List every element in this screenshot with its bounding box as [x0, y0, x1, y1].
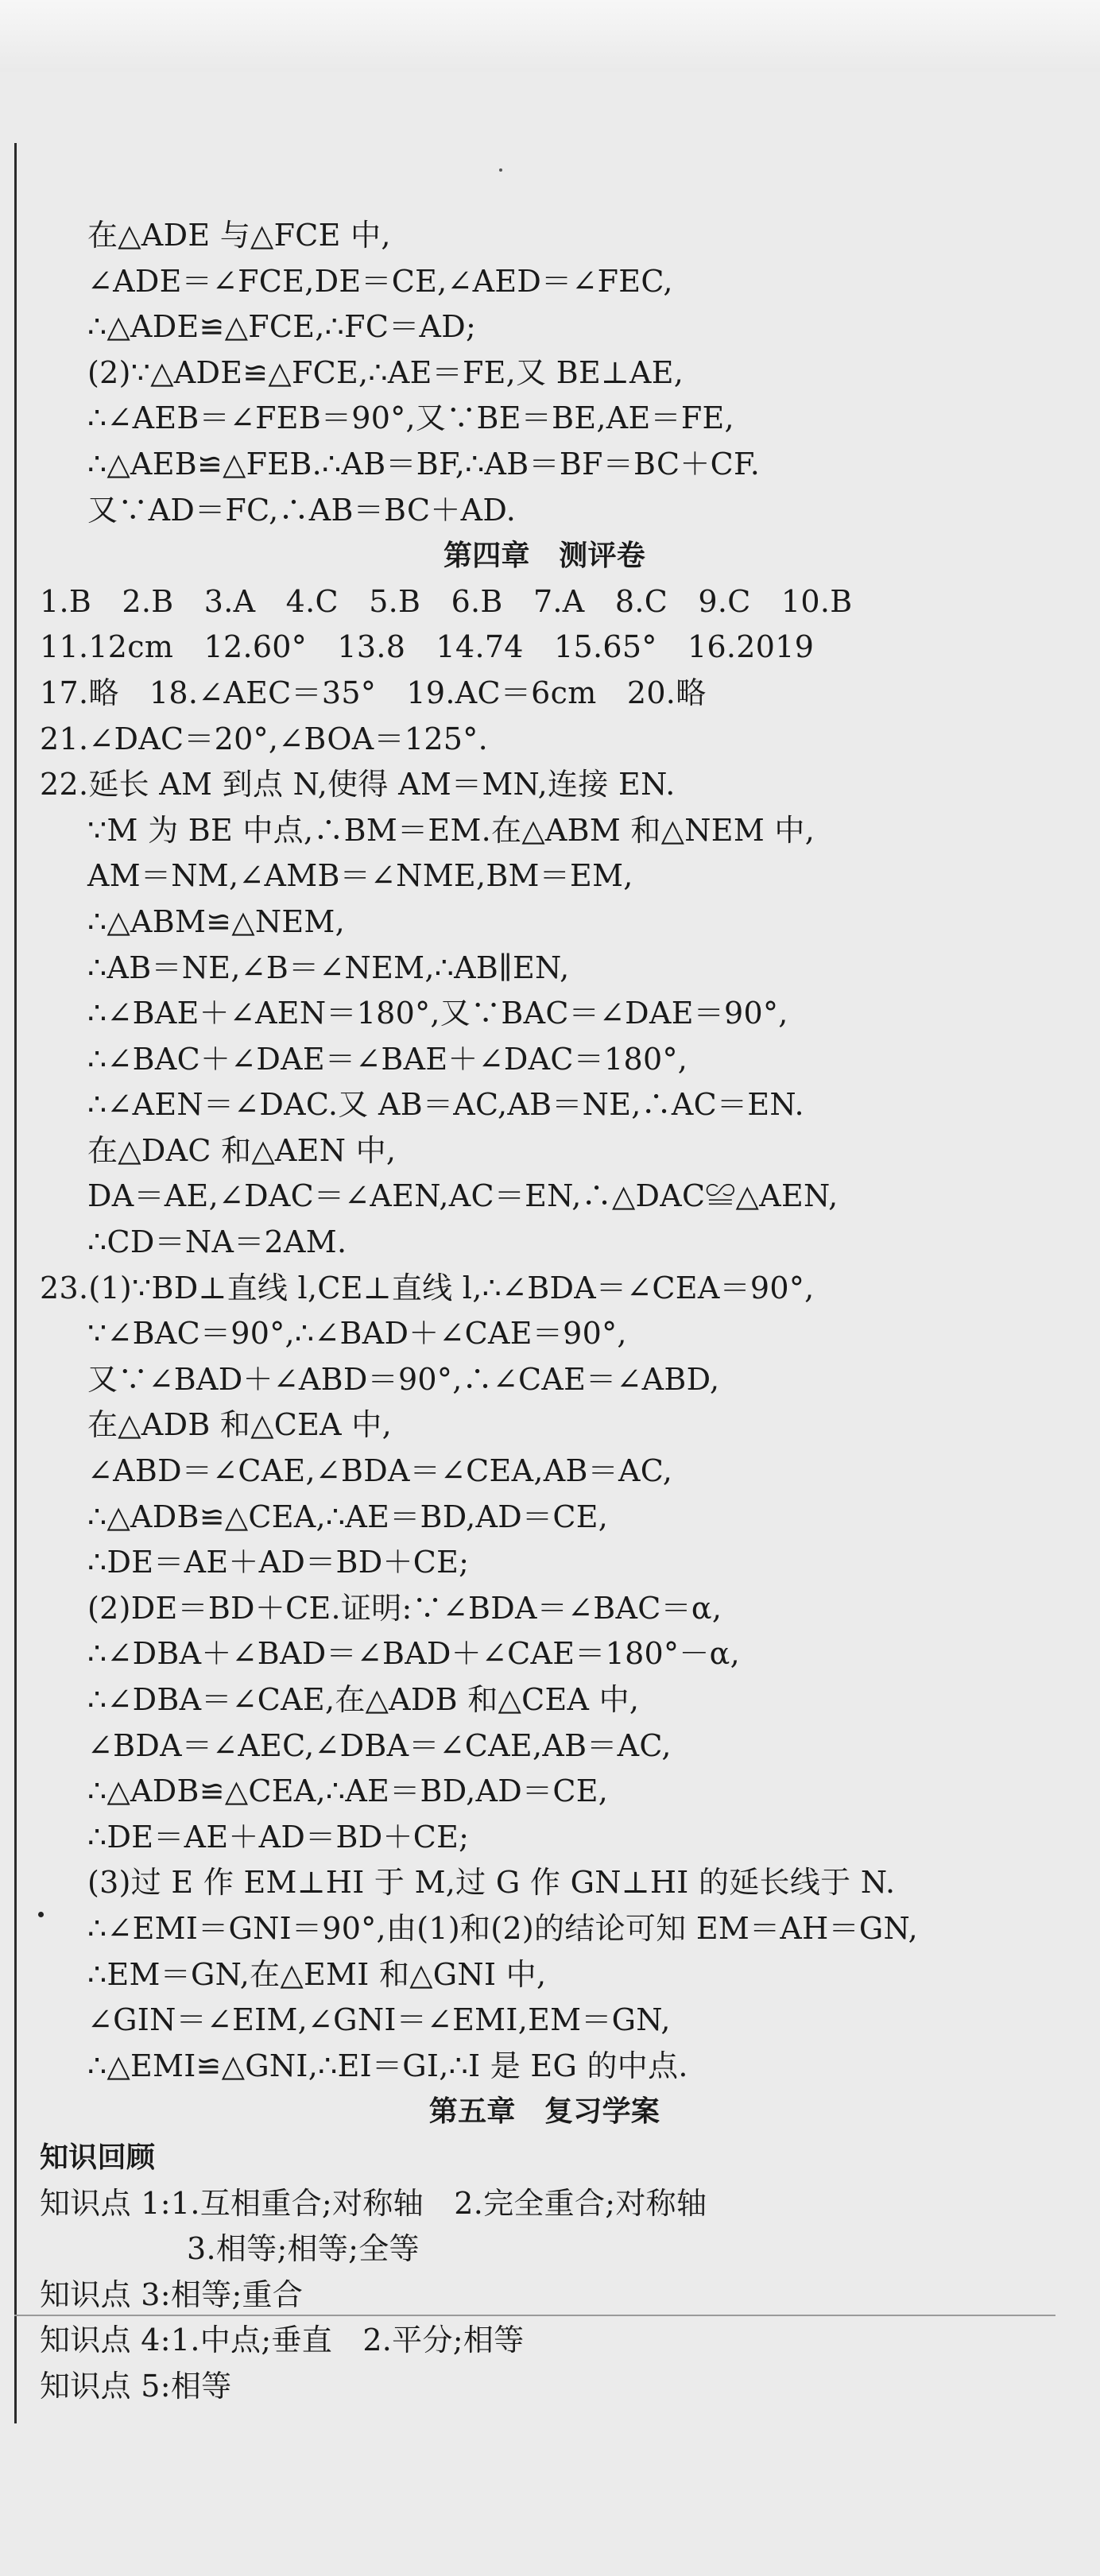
text-line: ∠ADE＝∠FCE,DE＝CE,∠AED＝∠FEC,	[87, 263, 673, 299]
text-line: ∴∠DBA＋∠BAD＝∠BAD＋∠CAE＝180°－α,	[87, 1636, 740, 1672]
answer-row: 11.12cm 12.60° 13.8 14.74 15.65° 16.2019	[40, 629, 815, 665]
knowledge-point: 3.相等;相等;全等	[187, 2231, 420, 2267]
text-line: 又∵AD＝FC,∴AB＝BC＋AD.	[87, 492, 517, 528]
text-line: ∴∠BAC＋∠DAE＝∠BAE＋∠DAC＝180°,	[87, 1041, 688, 1077]
knowledge-point: 知识点 3:相等;重合	[40, 2276, 304, 2312]
knowledge-point: 知识点 1:1.互相重合;对称轴 2.完全重合;对称轴	[40, 2185, 707, 2221]
chapter-heading: 第四章 测评卷	[443, 540, 646, 573]
answer-row: 17.略 18.∠AEC＝35° 19.AC＝6cm 20.略	[40, 675, 707, 710]
text-line: ∴DE＝AE＋AD＝BD＋CE;	[87, 1545, 470, 1580]
text-line: ∴△AEB≌△FEB.∴AB＝BF,∴AB＝BF＝BC＋CF.	[87, 446, 761, 482]
left-margin-rule	[14, 143, 17, 2423]
text-line: (2)DE＝BD＋CE.证明:∵∠BDA＝∠BAC＝α,	[87, 1590, 722, 1626]
text-line: DA＝AE,∠DAC＝∠AEN,AC＝EN,∴△DAC≌△AEN,	[87, 1178, 839, 1214]
text-line: ∴△EMI≌△GNI,∴EI＝GI,∴I 是 EG 的中点.	[87, 2048, 688, 2083]
scan-speck	[499, 168, 502, 172]
answer-row: 22.延长 AM 到点 N,使得 AM＝MN,连接 EN.	[40, 767, 676, 803]
text-line: ∵M 为 BE 中点,∴BM＝EM.在△ABM 和△NEM 中,	[87, 812, 815, 848]
answer-row: 21.∠DAC＝20°,∠BOA＝125°.	[40, 721, 488, 756]
text-line: ∴DE＝AE＋AD＝BD＋CE;	[87, 1819, 470, 1855]
text-line: ∠BDA＝∠AEC,∠DBA＝∠CAE,AB＝AC,	[87, 1727, 672, 1763]
text-line: 在△DAC 和△AEN 中,	[87, 1132, 397, 1168]
text-line: ∴∠DBA＝∠CAE,在△ADB 和△CEA 中,	[87, 1682, 640, 1717]
text-line: ∠GIN＝∠EIM,∠GNI＝∠EMI,EM＝GN,	[87, 2002, 671, 2038]
text-line: ∴△ABM≌△NEM,	[87, 903, 346, 939]
chapter-heading: 第五章 复习学案	[428, 2095, 660, 2129]
text-line: 在△ADE 与△FCE 中,	[87, 218, 391, 253]
text-line: ∴∠EMI＝GNI＝90°,由(1)和(2)的结论可知 EM＝AH＝GN,	[87, 1910, 919, 1946]
text-line: ∴∠AEN＝∠DAC.又 AB＝AC,AB＝NE,∴AC＝EN.	[87, 1087, 804, 1123]
knowledge-point: 知识点 5:相等	[40, 2368, 232, 2404]
text-line: 又∵∠BAD＋∠ABD＝90°,∴∠CAE＝∠ABD,	[87, 1361, 720, 1397]
answer-content	[40, 213, 1073, 2410]
text-line: AM＝NM,∠AMB＝∠NME,BM＝EM,	[87, 858, 633, 894]
text-line: 在△ADB 和△CEA 中,	[87, 1407, 392, 1443]
text-line: (3)过 E 作 EM⊥HI 于 M,过 G 作 GN⊥HI 的延长线于 N.	[87, 1865, 896, 1901]
text-line: ∠ABD＝∠CAE,∠BDA＝∠CEA,AB＝AC,	[87, 1453, 673, 1489]
section-heading: 知识回顾	[40, 2141, 156, 2174]
text-line: ∵∠BAC＝90°,∴∠BAD＋∠CAE＝90°,	[87, 1316, 627, 1352]
text-line: ∴∠BAE＋∠AEN＝180°,又∵BAC＝∠DAE＝90°,	[87, 996, 788, 1031]
scan-top-strip	[0, 0, 1100, 72]
knowledge-point: 知识点 4:1.中点;垂直 2.平分;相等	[40, 2323, 525, 2358]
text-line: ∴∠AEB＝∠FEB＝90°,又∵BE＝BE,AE＝FE,	[87, 400, 734, 436]
answer-row: 1.B 2.B 3.A 4.C 5.B 6.B 7.A 8.C 9.C 10.B	[40, 583, 853, 619]
text-line: ∴CD＝NA＝2AM.	[87, 1224, 347, 1260]
text-line: (2)∵△ADE≌△FCE,∴AE＝FE,又 BE⊥AE,	[87, 354, 684, 390]
answer-row: 23.(1)∵BD⊥直线 l,CE⊥直线 l,∴∠BDA＝∠CEA＝90°,	[40, 1270, 815, 1305]
text-line: ∴EM＝GN,在△EMI 和△GNI 中,	[87, 1956, 547, 1992]
text-line: ∴AB＝NE,∠B＝∠NEM,∴AB∥EN,	[87, 950, 570, 985]
text-line: ∴△ADB≌△CEA,∴AE＝BD,AD＝CE,	[87, 1773, 609, 1809]
text-line: ∴△ADB≌△CEA,∴AE＝BD,AD＝CE,	[87, 1499, 609, 1534]
text-line: ∴△ADE≌△FCE,∴FC＝AD;	[87, 309, 477, 345]
